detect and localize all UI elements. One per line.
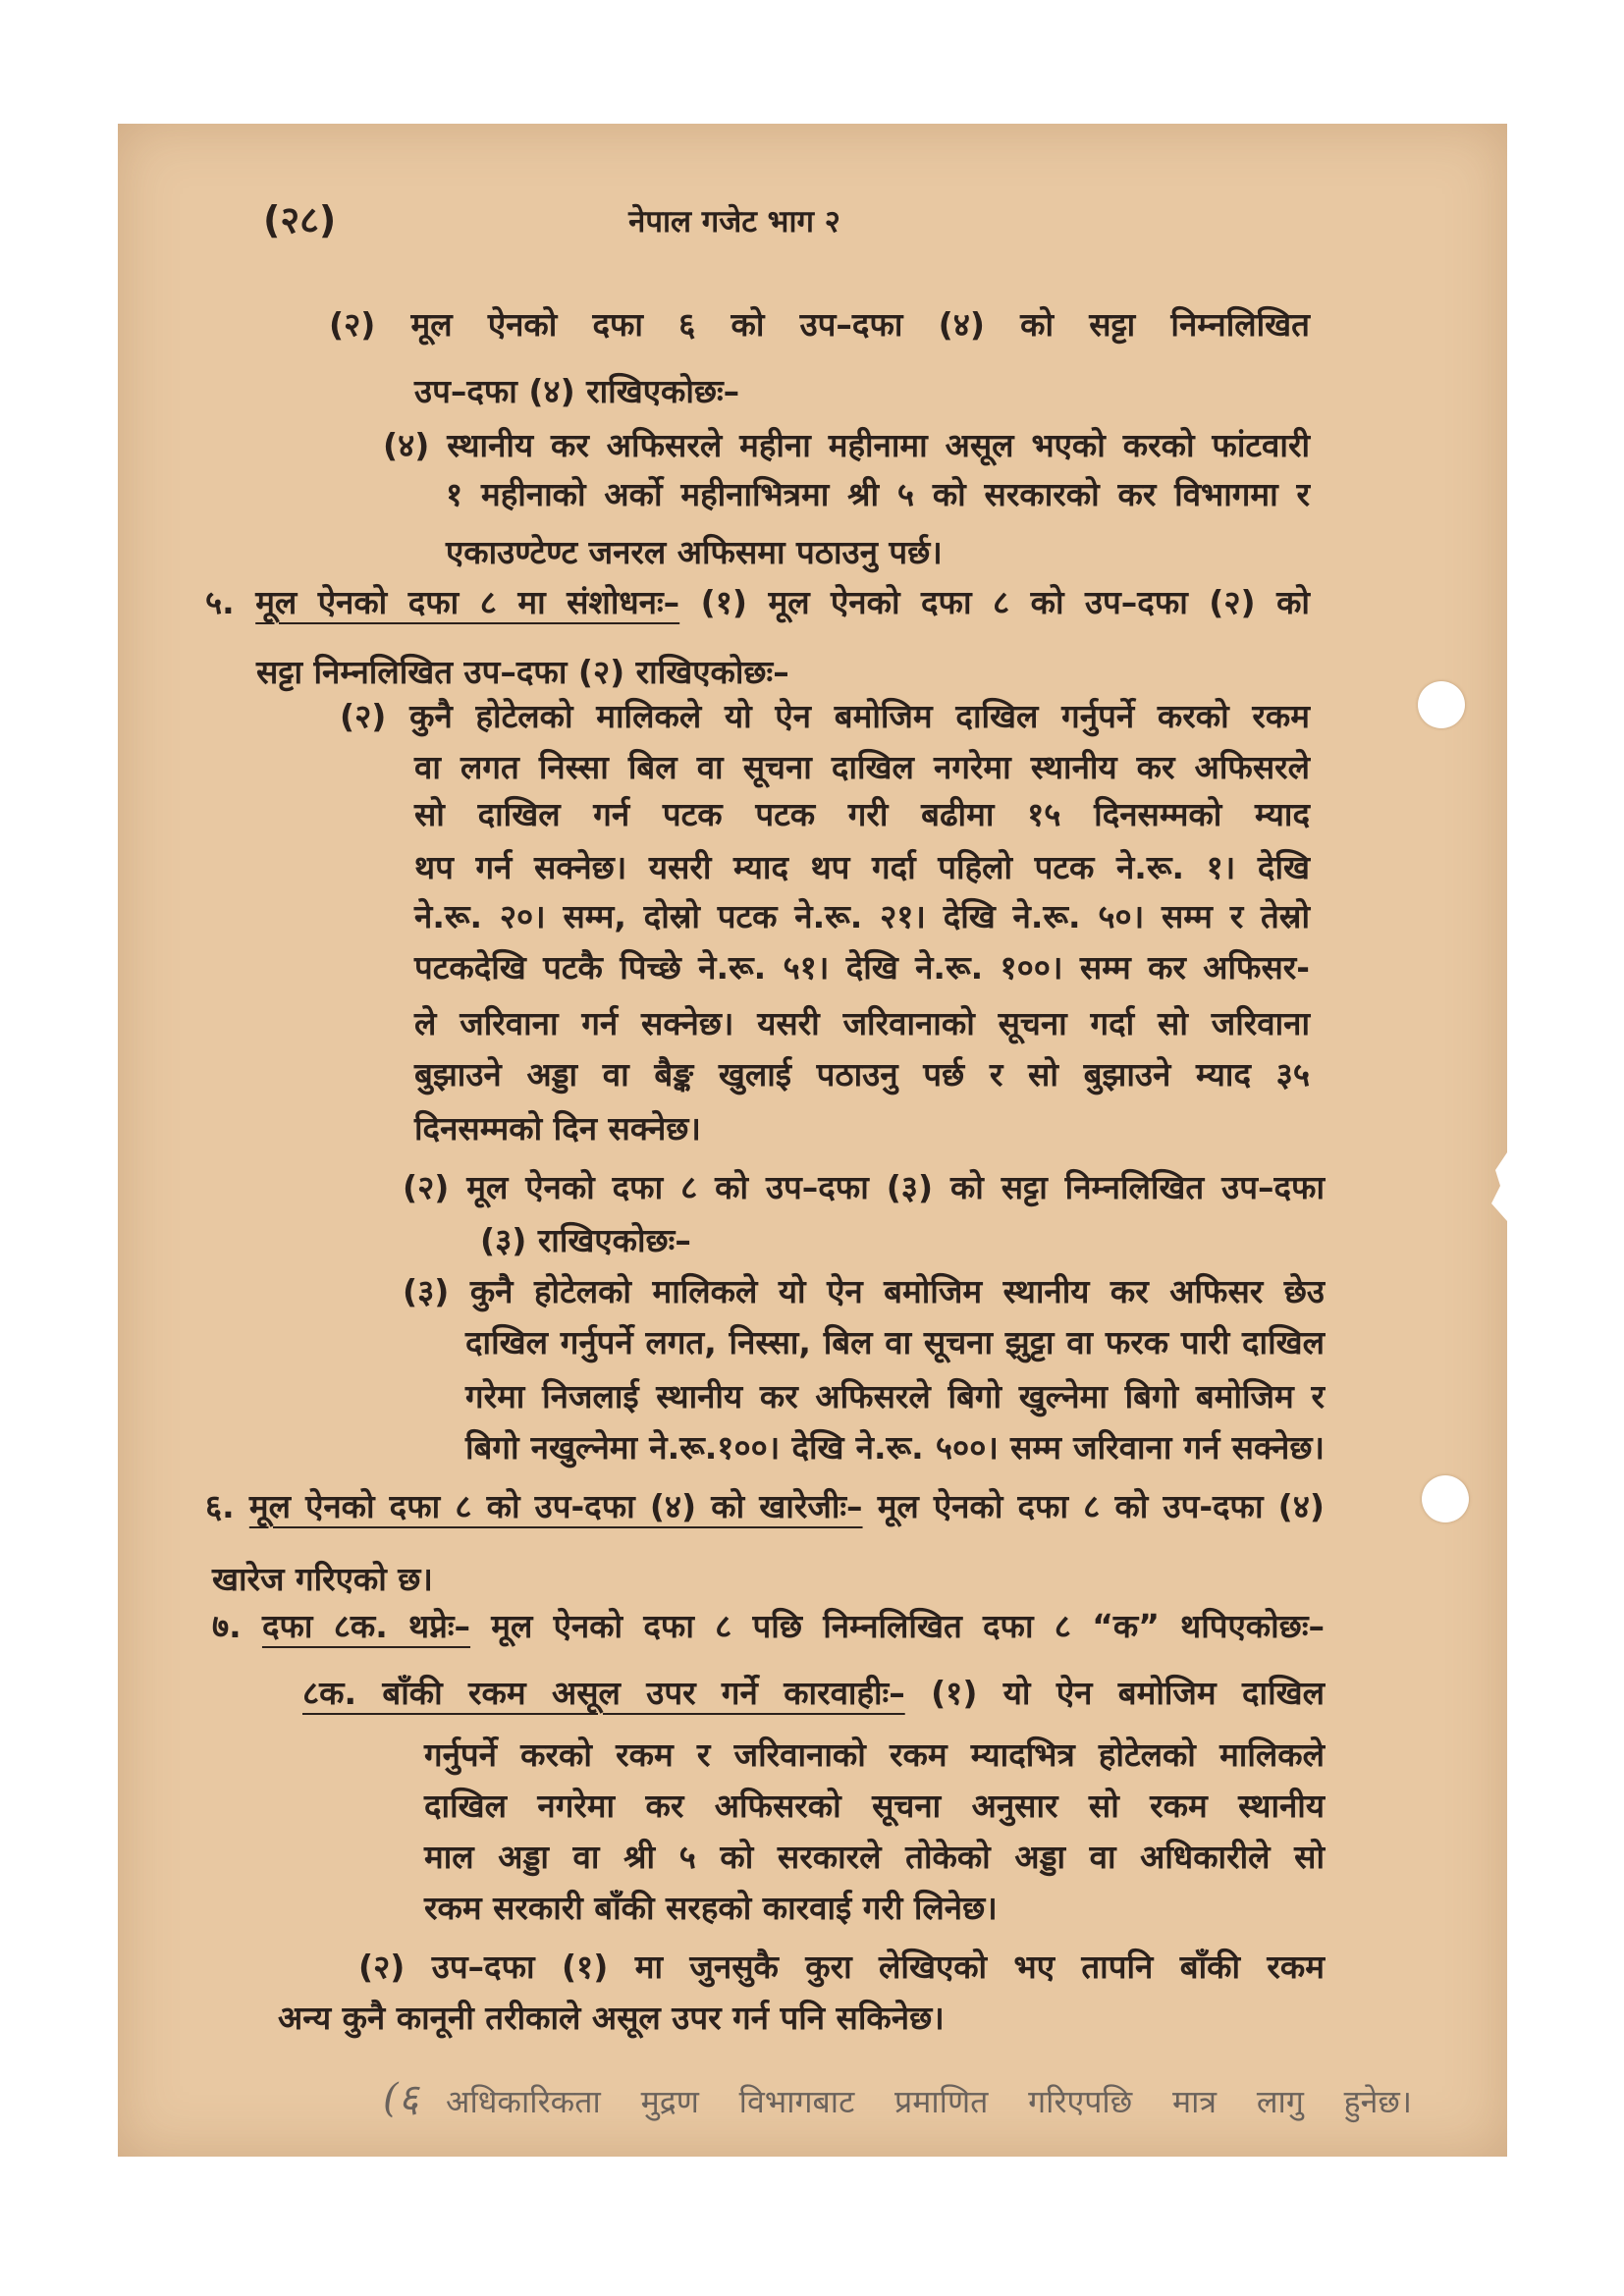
line-text: मूल ऐनको दफा ८ पछि निम्नलिखित दफा ८ “क” थपिएकोछः– xyxy=(491,1607,1325,1645)
line-text: बिगो नखुल्नेमा ने.रू.१००। देखि ने.रू. ५००। सम्म जरिवाना गर्न सक्नेछ। xyxy=(465,1428,1325,1467)
line-text: दाखिल गर्नुपर्ने लगत, निस्सा, बिल वा सूचना झुट्टा वा फरक पारी दाखिल xyxy=(465,1323,1325,1362)
text-line xyxy=(414,1053,1310,1096)
line-text: थप गर्न सक्नेछ। यसरी म्याद थप गर्दा पहिलो पटक ने.रू. १। देखि xyxy=(414,848,1310,886)
line-text: गर्नुपर्ने करको रकम र जरिवानाको रकम म्यादभित्र होटेलको मालिकले xyxy=(424,1735,1325,1774)
line-text: (१) मूल ऐनको दफा ८ को उप–दफा (२) को xyxy=(700,583,1310,621)
gazette-title: नेपाल गजेट भाग २ xyxy=(628,204,840,240)
section-5-heading-line xyxy=(205,581,1310,624)
section-number: ६. xyxy=(205,1487,235,1525)
text-line xyxy=(465,1426,1325,1469)
section-6-heading-line xyxy=(205,1485,1325,1528)
line-text: ने.रू. २०। सम्म, दोस्रो पटक ने.रू. २१। देखि ने.रू. ५०। सम्म र तेस्रो xyxy=(414,897,1310,935)
text-line xyxy=(256,651,1310,694)
punch-hole xyxy=(1422,1475,1469,1522)
line-text: (३) राखिएकोछः– xyxy=(480,1221,691,1259)
line-text: एकाउण्टेण्ट जनरल अफिसमा पठाउनु पर्छ। xyxy=(446,533,943,571)
line-text: अन्य कुनै कानूनी तरीकाले असूल उपर गर्न पनि सकिनेछ। xyxy=(278,1999,945,2037)
text-line xyxy=(414,1002,1310,1045)
text-line xyxy=(465,1375,1325,1418)
section-heading: दफा ८क. थप्नेः– xyxy=(261,1607,471,1645)
text-line xyxy=(446,531,1310,574)
section-number: ७. xyxy=(212,1607,242,1645)
text-line xyxy=(414,370,1310,413)
line-text: (२) कुनै होटेलको मालिकले यो ऐन बमोजिम दाखिल गर्नुपर्ने करको रकम xyxy=(340,697,1310,735)
page-number: (२८) xyxy=(263,198,337,241)
line-text: (२) उप–दफा (१) मा जुनसुकै कुरा लेखिएको भए तापनि बाँकी रकम xyxy=(358,1948,1325,1986)
line-text: गरेमा निजलाई स्थानीय कर अफिसरले बिगो खुल्नेमा बिगो बमोजिम र xyxy=(465,1377,1325,1415)
text-line xyxy=(414,846,1310,889)
section-number: ५. xyxy=(205,583,235,621)
line-text: माल अड्डा वा श्री ५ को सरकारले तोकेको अड्डा वा अधिकारीले सो xyxy=(424,1838,1325,1876)
text-line xyxy=(403,1270,1325,1313)
line-text: सट्टा निम्नलिखित उप–दफा (२) राखिएकोछः– xyxy=(256,653,789,691)
section-heading: मूल ऐनको दफा ८ मा संशोधनः– xyxy=(255,583,680,621)
line-text: पटकदेखि पटकै पिच्छे ने.रू. ५१। देखि ने.रू. १००। सम्म कर अफिसर- xyxy=(414,948,1310,987)
text-line xyxy=(329,303,1310,347)
gazette-page xyxy=(118,124,1507,2157)
line-text: सो दाखिल गर्न पटक पटक गरी बढीमा १५ दिनसम्मको म्याद xyxy=(414,795,1310,833)
torn-edge xyxy=(1489,1152,1507,1221)
text-line xyxy=(340,695,1310,738)
text-line xyxy=(358,1946,1325,1989)
text-line xyxy=(278,1997,1325,2040)
line-text: ले जरिवाना गर्न सक्नेछ। यसरी जरिवानाको सूचना गर्दा सो जरिवाना xyxy=(414,1004,1310,1042)
stamp-text: अधिकारिकता मुद्रण विभागबाट प्रमाणित गरिएपछि मात्र लागु हुनेछ। xyxy=(446,2083,1412,2120)
text-line xyxy=(414,746,1310,789)
text-line xyxy=(424,1734,1325,1777)
authentication-stamp xyxy=(446,2080,1412,2123)
text-line xyxy=(424,1887,1325,1930)
line-text: दाखिल नगरेमा कर अफिसरको सूचना अनुसार सो रकम स्थानीय xyxy=(424,1787,1325,1825)
text-line xyxy=(446,473,1310,516)
section-7-heading-line xyxy=(212,1605,1325,1648)
section-heading: मूल ऐनको दफा ८ को उप-दफा (४) को खारेजीः– xyxy=(248,1487,863,1525)
handwritten-mark: (६ xyxy=(383,2076,419,2121)
text-line xyxy=(383,424,1310,467)
line-text: १ महीनाको अर्को महीनाभित्रमा श्री ५ को सरकारको कर विभागमा र xyxy=(446,475,1310,513)
text-line xyxy=(414,946,1310,989)
line-text: वा लगत निस्सा बिल वा सूचना दाखिल नगरेमा स्थानीय कर अफिसरले xyxy=(414,748,1310,786)
punch-hole xyxy=(1418,681,1465,728)
text-line xyxy=(424,1785,1325,1828)
line-text: (२) मूल ऐनको दफा ८ को उप–दफा (३) को सट्टा निम्नलिखित उप–दफा xyxy=(403,1168,1325,1206)
text-line xyxy=(414,895,1310,938)
line-text: बुझाउने अड्डा वा बैङ्क खुलाई पठाउनु पर्छ र सो बुझाउने म्याद ३५ xyxy=(414,1055,1310,1094)
text-line xyxy=(403,1166,1325,1209)
line-text: (१) यो ऐन बमोजिम दाखिल xyxy=(931,1674,1325,1712)
text-line xyxy=(212,1558,1325,1601)
text-line xyxy=(414,1107,1310,1150)
text-line xyxy=(414,793,1310,836)
line-text: (२) मूल ऐनको दफा ६ को उप–दफा (४) को सट्टा निम्नलिखित xyxy=(329,305,1310,344)
section-8k-heading-line xyxy=(302,1672,1325,1715)
section-heading: ८क. बाँकी रकम असूल उपर गर्ने कारवाहीः– xyxy=(302,1674,905,1712)
line-text: दिनसम्मको दिन सक्नेछ। xyxy=(414,1109,701,1148)
line-text: उप–दफा (४) राखिएकोछः– xyxy=(414,372,740,410)
line-text: खारेज गरिएको छ। xyxy=(212,1560,433,1598)
text-line xyxy=(480,1219,1325,1262)
text-line xyxy=(465,1321,1325,1364)
line-text: रकम सरकारी बाँकी सरहको कारवाई गरी लिनेछ। xyxy=(424,1889,998,1927)
line-text: मूल ऐनको दफा ८ को उप-दफा (४) xyxy=(877,1487,1325,1525)
line-text: (४) स्थानीय कर अफिसरले महीना महीनामा असूल भएको करको फांटवारी xyxy=(383,426,1310,464)
text-line xyxy=(424,1836,1325,1879)
line-text: (३) कुनै होटेलको मालिकले यो ऐन बमोजिम स्थानीय कर अफिसर छेउ xyxy=(403,1272,1325,1310)
